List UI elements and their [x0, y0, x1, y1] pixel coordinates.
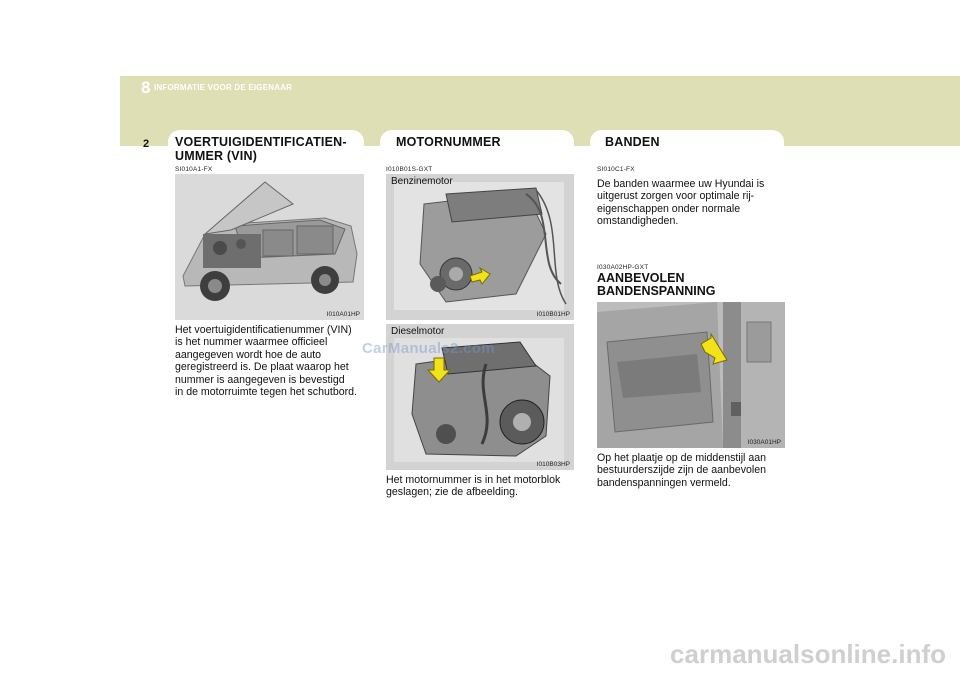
tires-text-line: De banden waarmee uw Hyundai is — [597, 178, 765, 190]
tires-text-line: omstandigheden. — [597, 215, 679, 228]
footer-watermark: carmanualsonline.info — [670, 639, 946, 669]
chapter-number: 8 — [141, 78, 151, 97]
vin-text-line: aangegeven wordt hoe de auto — [175, 348, 322, 361]
vin-body-text — [175, 324, 365, 398]
diesel-engine-label: Dieselmotor — [391, 326, 445, 337]
engine-body-text — [386, 474, 576, 499]
petrol-engine-illustration — [386, 174, 574, 320]
petrol-engine-figure — [386, 174, 574, 320]
tires-body-text — [597, 178, 785, 228]
engine-text-line: Het motornummer is in het motorblok — [386, 474, 561, 486]
tire-pressure-text-line: bestuurderszijde zijn de aanbevolen — [597, 464, 767, 477]
tire-pressure-text-line: bandenspanningen vermeld. — [597, 476, 731, 489]
tire-pressure-text-line: Op het plaatje op de middenstijl aan — [597, 452, 767, 464]
page-number: 2 — [143, 138, 150, 150]
tires-code: SI010C1-FX — [597, 166, 635, 173]
engine-code: I010B01S-GXT — [386, 166, 433, 173]
vin-text-line: in de motorruimte tegen het schutbord. — [175, 386, 357, 399]
tire-pressure-title — [597, 272, 716, 298]
tires-text-line: eigenschappen onder normale — [597, 202, 741, 215]
door-pillar-illustration — [597, 302, 785, 448]
vin-title-line-1: VOERTUIGIDENTIFICATIEN- — [175, 135, 347, 149]
petrol-engine-label: Benzinemotor — [391, 176, 453, 187]
engine-text-line: geslagen; zie de afbeelding. — [386, 486, 518, 499]
tires-section-title: BANDEN — [605, 135, 660, 149]
vin-title-line-2: UMMER (VIN) — [175, 149, 258, 163]
tire-pressure-title-line-1: AANBEVOLEN — [597, 271, 685, 285]
tire-pressure-code: I030A02HP-GXT — [597, 264, 649, 271]
chapter-title: INFORMATIE VOOR DE EIGENAAR — [154, 83, 293, 92]
petrol-engine-figure-code: I010B01HP — [536, 311, 570, 318]
door-pillar-figure — [597, 302, 785, 448]
vin-code: SI010A1-FX — [175, 166, 213, 173]
vin-text-line: is het nummer waarmee officieel — [175, 336, 328, 349]
door-pillar-figure-code: I030A01HP — [747, 439, 781, 446]
tires-text-line: uitgerust zorgen voor optimale rij- — [597, 190, 755, 203]
vin-text-line: nummer is aangegeven is bevestigd — [175, 373, 345, 386]
engine-section-title: MOTORNUMMER — [396, 135, 501, 149]
diesel-engine-figure-code: I010B03HP — [536, 461, 570, 468]
tire-pressure-title-line-2: BANDENSPANNING — [597, 284, 716, 298]
vin-text-line: Het voertuigidentificatienummer (VIN) — [175, 324, 352, 336]
tire-pressure-body-text — [597, 452, 785, 489]
vin-figure-code: I010A01HP — [326, 311, 360, 318]
suv-illustration — [175, 174, 364, 320]
vin-section-title — [175, 135, 347, 163]
watermark-text: CarManuals2.com — [362, 340, 495, 357]
vin-figure — [175, 174, 364, 320]
vin-text-line: geregistreerd is. De plaat waarop het — [175, 361, 349, 374]
